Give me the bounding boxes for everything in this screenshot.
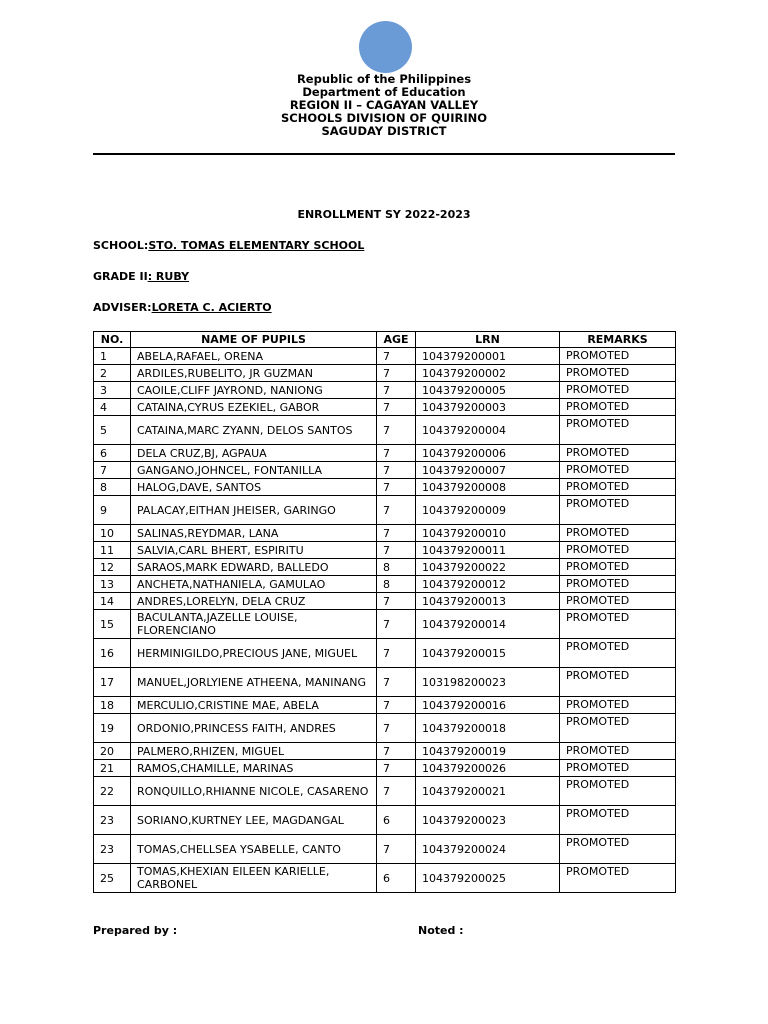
cell-remarks: PROMOTED — [560, 399, 676, 416]
cell-lrn: 104379200013 — [416, 593, 560, 610]
table-row — [94, 806, 676, 835]
cell-no: 19 — [94, 714, 131, 743]
noted-label: Noted : — [418, 924, 464, 937]
cell-lrn: 104379200021 — [416, 777, 560, 806]
cell-age: 6 — [377, 806, 416, 835]
cell-no: 7 — [94, 462, 131, 479]
cell-age: 8 — [377, 576, 416, 593]
cell-remarks: PROMOTED — [560, 777, 676, 806]
cell-remarks: PROMOTED — [560, 576, 676, 593]
cell-age: 7 — [377, 496, 416, 525]
column-header-lrn: LRN — [416, 332, 560, 348]
cell-remarks: PROMOTED — [560, 348, 676, 365]
cell-no: 11 — [94, 542, 131, 559]
cell-no: 14 — [94, 593, 131, 610]
cell-age: 8 — [377, 559, 416, 576]
cell-remarks: PROMOTED — [560, 610, 676, 639]
cell-remarks: PROMOTED — [560, 714, 676, 743]
cell-age: 7 — [377, 382, 416, 399]
cell-remarks: PROMOTED — [560, 760, 676, 777]
cell-lrn: 104379200025 — [416, 864, 560, 893]
cell-name: ABELA,RAFAEL, ORENA — [131, 348, 377, 365]
cell-age: 7 — [377, 542, 416, 559]
table-row — [94, 416, 676, 445]
cell-no: 20 — [94, 743, 131, 760]
cell-name: GANGANO,JOHNCEL, FONTANILLA — [131, 462, 377, 479]
cell-lrn: 104379200010 — [416, 525, 560, 542]
table-row — [94, 743, 676, 760]
cell-name: MANUEL,JORLYIENE ATHEENA, MANINANG — [131, 668, 377, 697]
cell-remarks: PROMOTED — [560, 743, 676, 760]
cell-lrn: 104379200005 — [416, 382, 560, 399]
grade-label: GRADE II — [93, 270, 148, 283]
cell-no: 18 — [94, 697, 131, 714]
cell-age: 7 — [377, 365, 416, 382]
table-row — [94, 348, 676, 365]
table-row — [94, 697, 676, 714]
cell-lrn: 104379200012 — [416, 576, 560, 593]
school-value: STO. TOMAS ELEMENTARY SCHOOL — [148, 239, 365, 252]
cell-remarks: PROMOTED — [560, 835, 676, 864]
cell-no: 23 — [94, 806, 131, 835]
table-row — [94, 576, 676, 593]
cell-age: 7 — [377, 610, 416, 639]
cell-name: ANCHETA,NATHANIELA, GAMULAO — [131, 576, 377, 593]
table-row — [94, 462, 676, 479]
cell-remarks: PROMOTED — [560, 593, 676, 610]
cell-lrn: 104379200009 — [416, 496, 560, 525]
cell-remarks: PROMOTED — [560, 365, 676, 382]
header-line-republic: Republic of the Philippines — [296, 72, 472, 86]
cell-age: 7 — [377, 743, 416, 760]
header-line-division: SCHOOLS DIVISION OF QUIRINO — [280, 111, 488, 125]
table-row — [94, 593, 676, 610]
cell-no: 25 — [94, 864, 131, 893]
cell-name: MERCULIO,CRISTINE MAE, ABELA — [131, 697, 377, 714]
cell-lrn: 104379200003 — [416, 399, 560, 416]
cell-remarks: PROMOTED — [560, 525, 676, 542]
cell-remarks: PROMOTED — [560, 864, 676, 893]
table-row — [94, 399, 676, 416]
cell-no: 5 — [94, 416, 131, 445]
cell-name: CATAINA,MARC ZYANN, DELOS SANTOS — [131, 416, 377, 445]
cell-lrn: 103198200023 — [416, 668, 560, 697]
cell-no: 10 — [94, 525, 131, 542]
cell-remarks: PROMOTED — [560, 479, 676, 496]
table-row — [94, 542, 676, 559]
school-field — [93, 239, 364, 252]
cell-age: 7 — [377, 416, 416, 445]
cell-no: 12 — [94, 559, 131, 576]
cell-age: 7 — [377, 593, 416, 610]
cell-lrn: 104379200011 — [416, 542, 560, 559]
cell-name: HALOG,DAVE, SANTOS — [131, 479, 377, 496]
cell-remarks: PROMOTED — [560, 416, 676, 445]
cell-lrn: 104379200019 — [416, 743, 560, 760]
cell-remarks: PROMOTED — [560, 382, 676, 399]
table-row — [94, 610, 676, 639]
table-row — [94, 864, 676, 893]
table-row — [94, 668, 676, 697]
cell-lrn: 104379200014 — [416, 610, 560, 639]
table-row — [94, 639, 676, 668]
column-header-remarks: REMARKS — [560, 332, 676, 348]
cell-remarks: PROMOTED — [560, 639, 676, 668]
school-label: SCHOOL: — [93, 239, 149, 252]
table-row — [94, 835, 676, 864]
cell-no: 1 — [94, 348, 131, 365]
cell-age: 7 — [377, 714, 416, 743]
adviser-field — [93, 301, 272, 314]
page-title: ENROLLMENT SY 2022-2023 — [297, 208, 471, 221]
cell-age: 7 — [377, 445, 416, 462]
table-row — [94, 760, 676, 777]
cell-name: SARAOS,MARK EDWARD, BALLEDO — [131, 559, 377, 576]
cell-remarks: PROMOTED — [560, 542, 676, 559]
cell-name: SALINAS,REYDMAR, LANA — [131, 525, 377, 542]
cell-name: SALVIA,CARL BHERT, ESPIRITU — [131, 542, 377, 559]
cell-name: RAMOS,CHAMILLE, MARINAS — [131, 760, 377, 777]
cell-name: CATAINA,CYRUS EZEKIEL, GABOR — [131, 399, 377, 416]
document-header — [0, 73, 768, 138]
table-body — [94, 348, 676, 893]
table-row — [94, 559, 676, 576]
cell-no: 17 — [94, 668, 131, 697]
cell-lrn: 104379200026 — [416, 760, 560, 777]
cell-age: 7 — [377, 399, 416, 416]
cell-age: 7 — [377, 462, 416, 479]
cell-lrn: 104379200007 — [416, 462, 560, 479]
cell-age: 7 — [377, 348, 416, 365]
cell-remarks: PROMOTED — [560, 559, 676, 576]
cell-remarks: PROMOTED — [560, 462, 676, 479]
cell-name: RONQUILLO,RHIANNE NICOLE, CASARENO — [131, 777, 377, 806]
prepared-by-label: Prepared by : — [93, 924, 178, 937]
adviser-value: LORETA C. ACIERTO — [151, 301, 272, 314]
adviser-label: ADVISER: — [93, 301, 152, 314]
cell-lrn: 104379200022 — [416, 559, 560, 576]
cell-lrn: 104379200024 — [416, 835, 560, 864]
cell-no: 13 — [94, 576, 131, 593]
table-row — [94, 496, 676, 525]
table-row — [94, 382, 676, 399]
cell-name: ARDILES,RUBELITO, JR GUZMAN — [131, 365, 377, 382]
cell-lrn: 104379200015 — [416, 639, 560, 668]
column-header-no: NO. — [94, 332, 131, 348]
cell-name: PALMERO,RHIZEN, MIGUEL — [131, 743, 377, 760]
cell-lrn: 104379200001 — [416, 348, 560, 365]
cell-age: 7 — [377, 777, 416, 806]
table-row — [94, 525, 676, 542]
cell-age: 7 — [377, 697, 416, 714]
header-line-department: Department of Education — [302, 85, 466, 99]
cell-age: 7 — [377, 525, 416, 542]
cell-no: 6 — [94, 445, 131, 462]
cell-name: HERMINIGILDO,PRECIOUS JANE, MIGUEL — [131, 639, 377, 668]
header-line-district: SAGUDAY DISTRICT — [321, 124, 447, 138]
cell-age: 7 — [377, 835, 416, 864]
table-row — [94, 479, 676, 496]
cell-remarks: PROMOTED — [560, 668, 676, 697]
cell-no: 16 — [94, 639, 131, 668]
cell-age: 6 — [377, 864, 416, 893]
column-header-name: NAME OF PUPILS — [131, 332, 377, 348]
cell-name: ANDRES,LORELYN, DELA CRUZ — [131, 593, 377, 610]
cell-lrn: 104379200004 — [416, 416, 560, 445]
cell-no: 23 — [94, 835, 131, 864]
column-header-age: AGE — [377, 332, 416, 348]
cell-name: BACULANTA,JAZELLE LOUISE, FLORENCIANO — [131, 610, 377, 639]
cell-no: 15 — [94, 610, 131, 639]
grade-value: : RUBY — [147, 270, 190, 283]
cell-lrn: 104379200023 — [416, 806, 560, 835]
grade-field — [93, 270, 189, 283]
cell-lrn: 104379200006 — [416, 445, 560, 462]
table-row — [94, 365, 676, 382]
cell-age: 7 — [377, 668, 416, 697]
table-row — [94, 777, 676, 806]
cell-remarks: PROMOTED — [560, 806, 676, 835]
cell-name: SORIANO,KURTNEY LEE, MAGDANGAL — [131, 806, 377, 835]
cell-remarks: PROMOTED — [560, 445, 676, 462]
cell-no: 3 — [94, 382, 131, 399]
cell-no: 2 — [94, 365, 131, 382]
cell-lrn: 104379200002 — [416, 365, 560, 382]
cell-no: 22 — [94, 777, 131, 806]
cell-lrn: 104379200016 — [416, 697, 560, 714]
cell-lrn: 104379200018 — [416, 714, 560, 743]
cell-age: 7 — [377, 479, 416, 496]
cell-remarks: PROMOTED — [560, 496, 676, 525]
cell-name: CAOILE,CLIFF JAYROND, NANIONG — [131, 382, 377, 399]
cell-name: DELA CRUZ,BJ, AGPAUA — [131, 445, 377, 462]
cell-name: PALACAY,EITHAN JHEISER, GARINGO — [131, 496, 377, 525]
cell-name: ORDONIO,PRINCESS FAITH, ANDRES — [131, 714, 377, 743]
cell-name: TOMAS,CHELLSEA YSABELLE, CANTO — [131, 835, 377, 864]
table-row — [94, 714, 676, 743]
school-logo — [359, 21, 412, 73]
cell-no: 9 — [94, 496, 131, 525]
cell-lrn: 104379200008 — [416, 479, 560, 496]
cell-no: 8 — [94, 479, 131, 496]
header-line-region: REGION II – CAGAYAN VALLEY — [289, 98, 479, 112]
cell-name: TOMAS,KHEXIAN EILEEN KARIELLE, CARBONEL — [131, 864, 377, 893]
table-row — [94, 445, 676, 462]
cell-age: 7 — [377, 639, 416, 668]
cell-no: 21 — [94, 760, 131, 777]
cell-remarks: PROMOTED — [560, 697, 676, 714]
enrollment-table — [93, 331, 676, 893]
header-divider — [93, 153, 675, 155]
cell-age: 7 — [377, 760, 416, 777]
table-header-row — [94, 332, 676, 348]
cell-no: 4 — [94, 399, 131, 416]
